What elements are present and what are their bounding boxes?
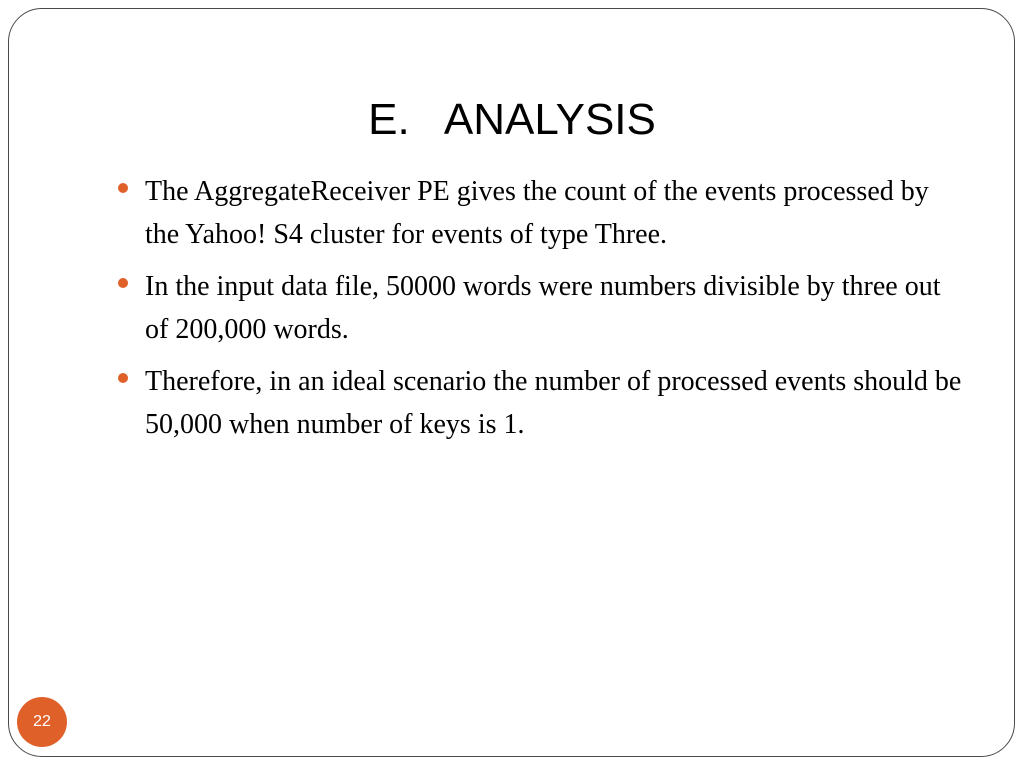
bullet-dot-icon — [118, 373, 128, 383]
slide-title: E. ANALYSIS — [368, 95, 656, 144]
bullet-dot-icon — [118, 278, 128, 288]
bullet-list — [118, 170, 968, 455]
bullet-dot-icon — [118, 183, 128, 193]
list-item — [118, 170, 968, 256]
bullet-text: The AggregateReceiver PE gives the count of the events processed by the Yahoo! S4 cluster for events of type Three. — [145, 176, 929, 250]
bullet-text: Therefore, in an ideal scenario the number of processed events should be 50,000 when number of keys is 1. — [145, 366, 962, 440]
list-item — [118, 360, 968, 446]
list-item — [118, 265, 968, 351]
bullet-text: In the input data file, 50000 words were numbers divisible by three out of 200,000 words. — [145, 271, 941, 345]
page-number-badge: 22 — [17, 697, 67, 747]
